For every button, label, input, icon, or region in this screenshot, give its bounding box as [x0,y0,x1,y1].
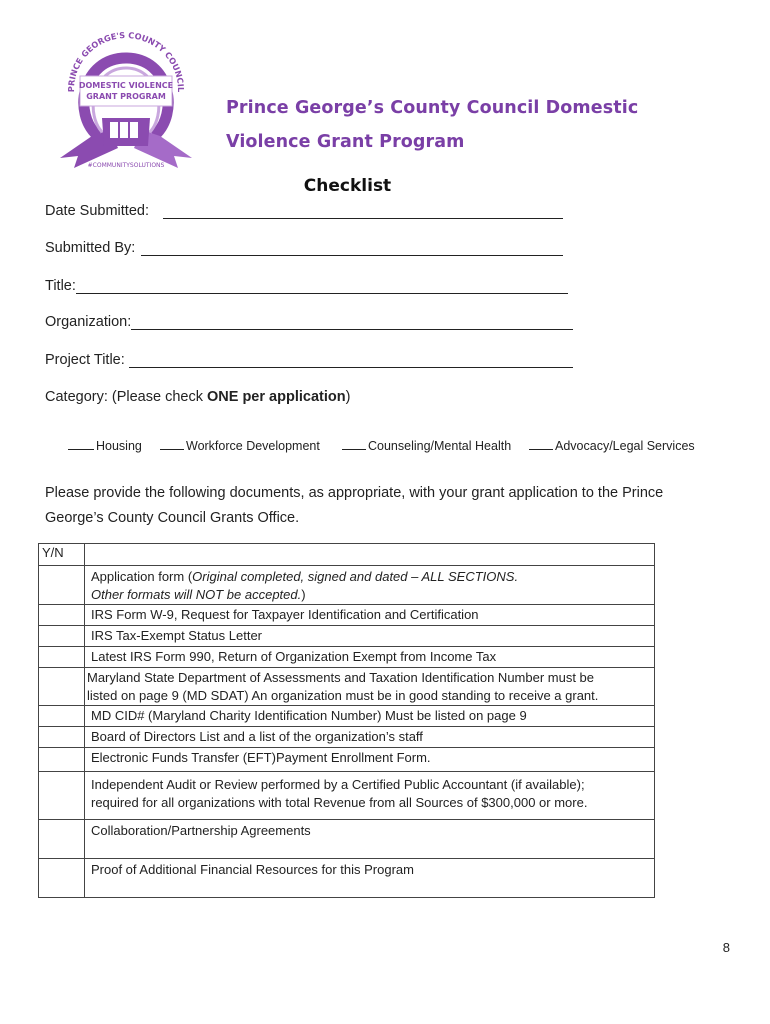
logo-banner-line1: DOMESTIC VIOLENCE [78,81,174,90]
title-line[interactable] [76,279,568,294]
item-cell: Electronic Funds Transfer (EFT)Payment Enrollment Form. [85,748,655,772]
table-header-row [39,544,655,566]
logo-banner-line2: GRANT PROGRAM [86,92,166,101]
date-submitted-label: Date Submitted: [45,203,149,219]
category-option-workforce[interactable]: Workforce Development [160,437,320,453]
yn-cell[interactable] [39,706,85,727]
category-option-housing[interactable]: Housing [68,437,142,453]
table-row [39,820,655,859]
item-cell: MD CID# (Maryland Charity Identification Number) Must be listed on page 9 [85,706,655,727]
organization-line[interactable] [131,315,573,330]
yn-cell[interactable] [39,859,85,898]
item-cell: Application form (Original completed, signed and dated – ALL SECTIONS. Other formats will NOT be accepted.) [85,566,655,605]
category-option-advocacy[interactable]: Advocacy/Legal Services [529,437,695,453]
project-title-line[interactable] [129,353,573,368]
yn-header: Y/N [39,544,85,566]
item-cell: Proof of Additional Financial Resources for this Program [85,859,655,898]
yn-cell[interactable] [39,820,85,859]
submitted-by-label: Submitted By: [45,240,136,256]
yn-cell[interactable] [39,647,85,668]
item-cell: IRS Tax-Exempt Status Letter [85,626,655,647]
yn-cell[interactable] [39,566,85,605]
yn-cell[interactable] [39,668,85,706]
yn-cell[interactable] [39,772,85,820]
item-cell: Board of Directors List and a list of the organization’s staff [85,727,655,748]
item-cell: Maryland State Department of Assessments and Taxation Identification Number must be listed on page 9 (MD SDAT) An organization must be in good standing to receive a grant. [85,668,655,706]
table-row [39,668,655,706]
item-header [85,544,655,566]
program-logo [52,18,200,173]
table-row [39,566,655,605]
table-row [39,605,655,626]
table-row [39,748,655,772]
item-cell: Independent Audit or Review performed by a Certified Public Accountant (if available); required for all organizations with total Revenue from all Sources of $300,000 or more. [85,772,655,820]
yn-cell[interactable] [39,605,85,626]
project-title-label: Project Title: [45,352,125,368]
submitted-by-line[interactable] [141,241,563,256]
documents-checklist-table [38,543,655,898]
yn-cell[interactable] [39,626,85,647]
page-number: 8 [722,940,730,955]
table-row [39,626,655,647]
table-row [39,706,655,727]
logo-arc-text: PRINCE GEORGE'S COUNTY COUNCIL [65,29,187,93]
checklist-title: Checklist [303,176,392,196]
date-submitted-line[interactable] [163,204,563,219]
category-emphasis: ONE per application [207,389,346,405]
yn-cell[interactable] [39,727,85,748]
organization-field [45,314,573,330]
table-row [39,727,655,748]
category-option-counseling[interactable]: Counseling/Mental Health [342,437,511,453]
category-suffix: ) [345,389,351,405]
title-label: Title: [45,278,76,294]
date-submitted-field [45,203,563,219]
intro-paragraph: Please provide the following documents, as appropriate, with your grant application to the Prince George’s County Council Grants Office. [45,485,664,526]
item-cell: IRS Form W-9, Request for Taxpayer Identification and Certification [85,605,655,626]
submitted-by-field [45,240,563,256]
item-cell: Latest IRS Form 990, Return of Organization Exempt from Income Tax [85,647,655,668]
table-row [39,859,655,898]
header-title-line2: Violence Grant Program [226,132,465,152]
logo-tagline: #COMMUNITYSOLUTIONS [87,162,165,169]
project-title-field [45,352,573,368]
table-row [39,772,655,820]
table-row [39,647,655,668]
category-instruction [45,389,350,405]
yn-cell[interactable] [39,748,85,772]
item-cell: Collaboration/Partnership Agreements [85,820,655,859]
category-prefix: Category: (Please check [45,389,207,405]
header-title-line1: Prince George’s County Council Domestic [226,98,639,118]
organization-label: Organization: [45,314,132,330]
title-field [45,278,568,294]
